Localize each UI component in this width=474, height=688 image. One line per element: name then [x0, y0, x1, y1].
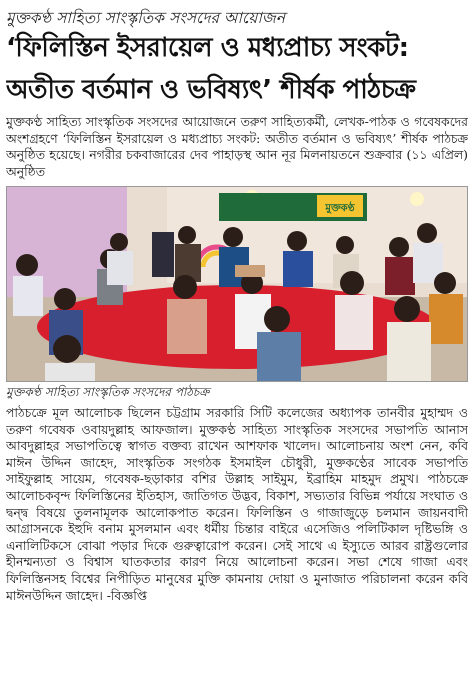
lead-paragraph: মুক্তকণ্ঠ সাহিত্য সাংস্কৃতিক সংসদের আয়োজনে তরুণ সাহিত্যকর্মী, লেখক-পাঠক ও গবেষকদের অংশগ্রহণে ‘ফিলিস্তিন ইসরায়েল ও মধ্যপ্রাচ্য সংকট: অতীত বর্তমান ও ভবিষ্যৎ’ শীর্ষক পাঠচক্র অনুষ্ঠিত হয়েছে। নগরীর চকবাজারের দেব পাহাড়স্থ আন নূর মিলনায়তনে শুক্রবার (১১ এপ্রিল) অনুষ্ঠিত: [6, 114, 468, 179]
headline-line-1: ‘ফিলিস্তিন ইসরায়েল ও মধ্যপ্রাচ্য সংকট:: [6, 33, 409, 63]
article-kicker: মুক্তকণ্ঠ সাহিত্য সাংস্কৃতিক সংসদের আয়োজন: [6, 9, 285, 27]
body-paragraph: পাঠচক্রে মূল আলোচক ছিলেন চট্টগ্রাম সরকারি সিটি কলেজের অধ্যাপক তানবীর মুহাম্মদ ও তরুণ গবেষক ওবায়দুল্লাহ আফজাল। মুক্তকণ্ঠ সাহিত্য সাংস্কৃতিক সংসদের সভাপতি আনাস আবদুল্লাহর সভাপতিত্বে স্বাগত বক্তব্য রাখেন আশফাক খালেদ। আলোচনায় অংশ নেন, কবি মাঈন উদ্দিন জাহেদ, সাংস্কৃতিক সংগঠক ইসমাইল চৌধুরী, মুক্তকণ্ঠের সাবেক সভাপতি সাইফুল্লাহ সায়েম, গবেষক-ছড়াকার বশির উল্লাহ সাইমুম, ইব্রাহিম মাহমুদ প্রমুখ। পাঠচক্রে আলোচকবৃন্দ ফিলিস্তিনের ইতিহাস, জাতিগত উদ্ভব, বিকাশ, সভ্যতার বিভিন্ন পর্যায়ে সংঘাত ও দ্বন্দ্ব বিষয়ে তুলনামূলক আলোকপাত করেন। ফিলিস্তিন ও গাজাজুড়ে চলমান জায়নবাদী আগ্রাসনকে ইহুদি বনাম মুসলমান এবং ধর্মীয় চিন্তার বাইরে এসেজিও পলিটিকাল দৃষ্টিভঙ্গি ও এনালিটিকসে বোঝা পড়ার দিকে গুরুত্বারোপ করেন। সেই সাথে এ ইস্যুতে আরব রাষ্ট্রগুলোর হীনম্মন্যতা ও বিশ্বাস ঘাতকতার কারণ নিয়ে আলোচনা করেন। সভা শেষে গাজা এবং ফিলিস্তিনসহ বিশ্বের নিপীড়িত মানুষের মুক্তি কামনায় দোয়া ও মুনাজাত পরিচালনা করেন কবি মাঈনউদ্দিন জাহেদ। -বিজ্ঞপ্তি: [6, 405, 468, 603]
event-photo-illustration: [7, 187, 467, 381]
banner-text: মুক্তকণ্ঠ: [325, 203, 355, 214]
event-photo: [6, 186, 468, 382]
photo-caption: মুক্তকণ্ঠ সাহিত্য সাংস্কৃতিক সংসদের পাঠচক্র: [6, 385, 210, 399]
headline-line-2: অতীত বর্তমান ও ভবিষ্যৎ’ শীর্ষক পাঠচক্র: [6, 75, 416, 105]
